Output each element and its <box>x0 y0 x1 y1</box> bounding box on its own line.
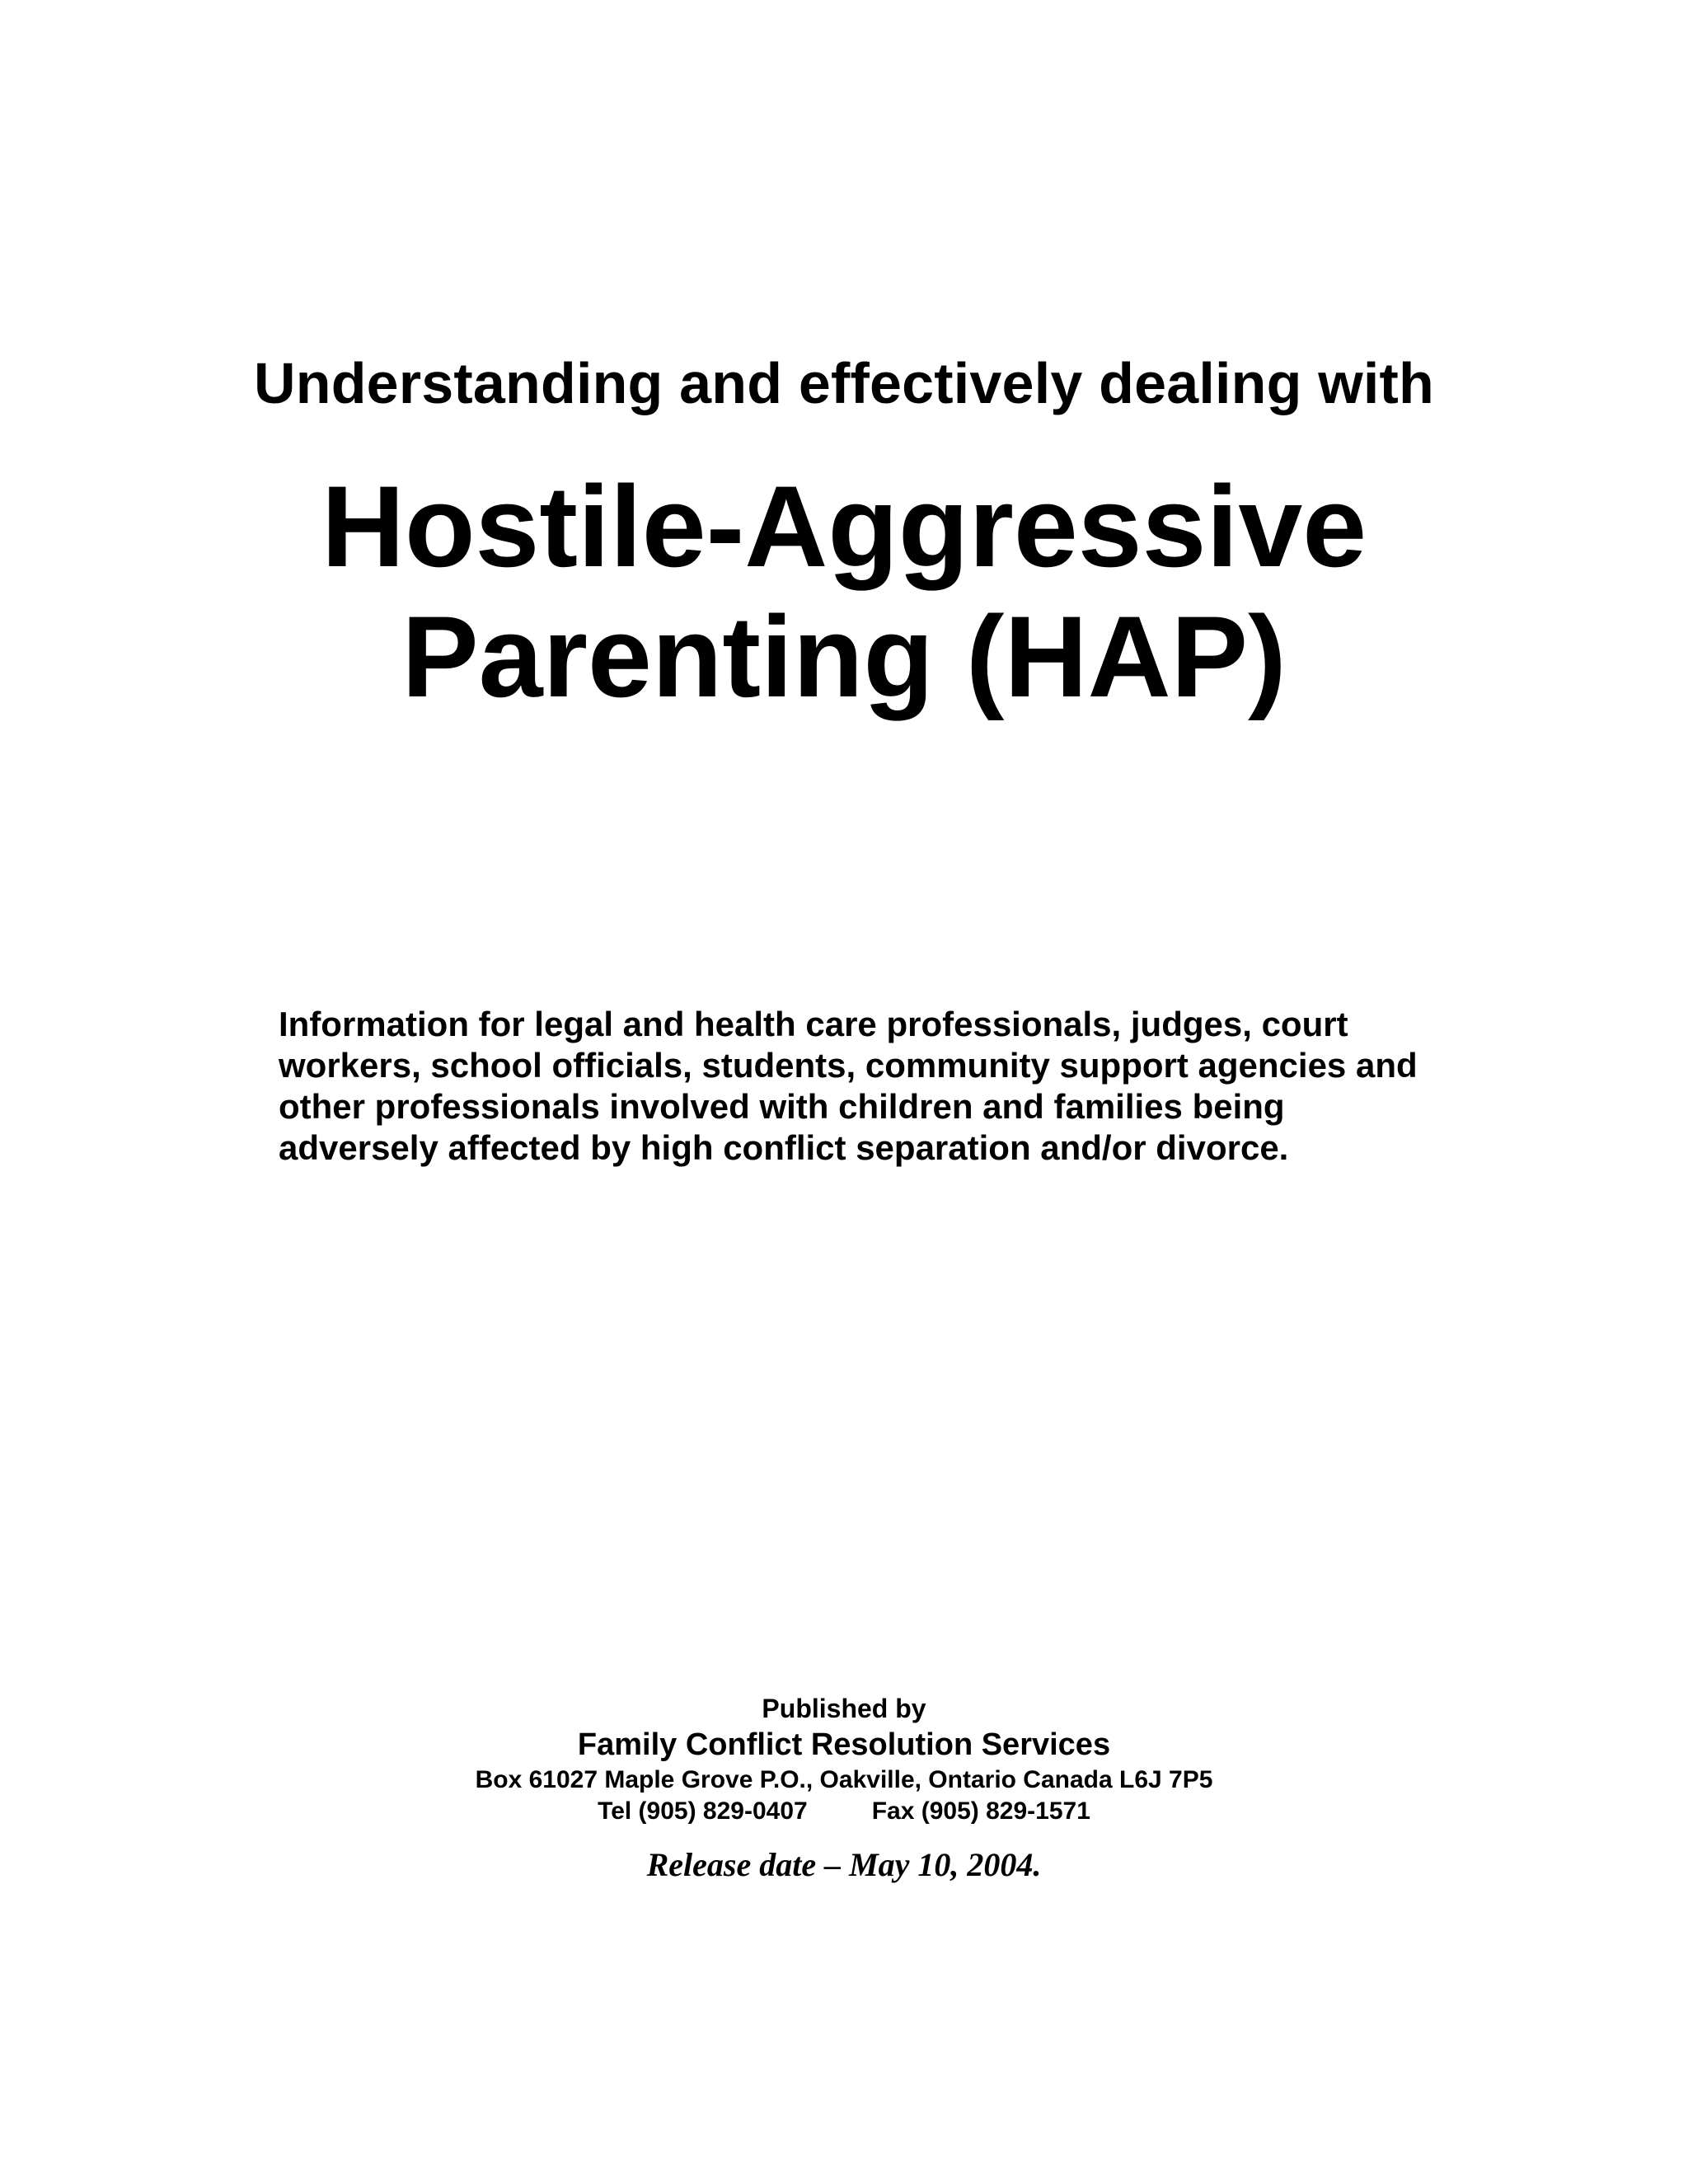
cover-subtitle: Understanding and effectively dealing with <box>254 351 1434 415</box>
title-line-1: Hostile-Aggressive <box>321 462 1367 591</box>
publisher-tel: Tel (905) 829-0407 <box>598 1797 808 1825</box>
publisher-block <box>0 1692 1688 1885</box>
title-line-2: Parenting (HAP) <box>401 592 1287 721</box>
publisher-contact <box>0 1796 1688 1827</box>
publisher-fax: Fax (905) 829-1571 <box>871 1797 1090 1825</box>
cover-title <box>0 462 1688 722</box>
published-by-label: Published by <box>762 1694 926 1723</box>
publisher-address: Box 61027 Maple Grove P.O., Oakville, Ontario Canada L6J 7P5 <box>475 1766 1213 1793</box>
publisher-name: Family Conflict Resolution Services <box>577 1727 1111 1762</box>
release-date: Release date – May 10, 2004. <box>646 1846 1042 1883</box>
intro-paragraph: Information for legal and health care professionals, judges, court workers, school officials, students, community support agencies and other professionals involved with children and families being adversely affected by high conflict separation and/or divorce. <box>279 1005 1418 1167</box>
